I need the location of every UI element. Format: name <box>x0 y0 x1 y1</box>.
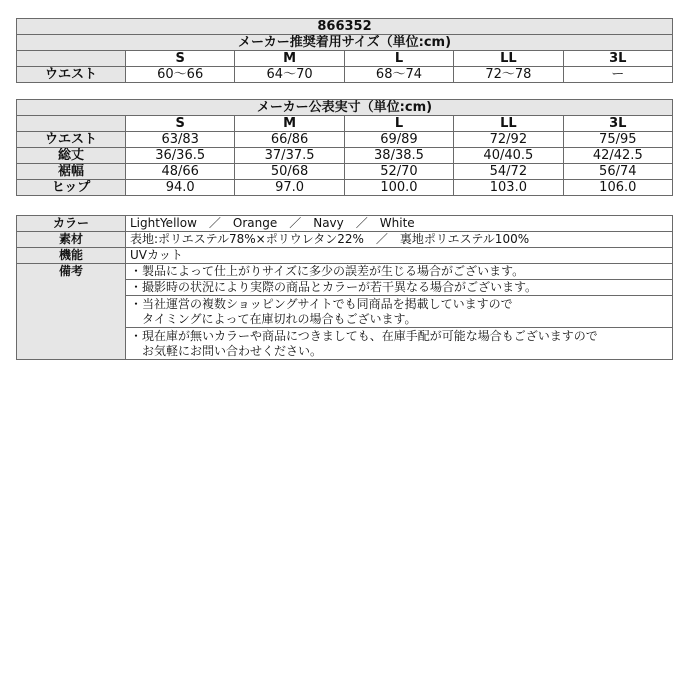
size-value: 56/74 <box>563 164 672 180</box>
product-info-table <box>16 215 673 360</box>
size-header: L <box>344 116 453 132</box>
recommended-title: メーカー推奨着用サイズ（単位:cm) <box>17 35 673 51</box>
note-line: ・撮影時の状況により実際の商品とカラーが若干異なる場合がございます。 <box>130 280 538 294</box>
size-value: 75/95 <box>563 132 672 148</box>
recommended-size-table <box>16 18 673 83</box>
size-header: LL <box>454 51 563 67</box>
table-row <box>17 232 673 248</box>
size-header: 3L <box>563 116 672 132</box>
size-value: 52/70 <box>344 164 453 180</box>
size-value: 36/36.5 <box>126 148 235 164</box>
note-line: ・製品によって仕上がりサイズに多少の誤差が生じる場合がございます。 <box>130 264 525 278</box>
size-header: LL <box>454 116 563 132</box>
corner-cell <box>17 51 126 67</box>
actual-title: メーカー公表実寸（単位:cm) <box>17 100 673 116</box>
size-value: 60〜66 <box>126 67 235 83</box>
size-value: 54/72 <box>454 164 563 180</box>
corner-cell <box>17 116 126 132</box>
actual-size-table <box>16 99 673 196</box>
note-line: お気軽にお問い合わせください。 <box>130 343 323 358</box>
note-item <box>126 280 673 296</box>
actual-size-header-row <box>17 116 673 132</box>
note-line: タイミングによって在庫切れの場合もございます。 <box>130 311 417 326</box>
table-row <box>17 216 673 232</box>
row-label: 総丈 <box>17 148 126 164</box>
note-item <box>126 328 673 360</box>
size-value: 38/38.5 <box>344 148 453 164</box>
table-row <box>17 148 673 164</box>
size-header: M <box>235 51 344 67</box>
size-header: S <box>126 116 235 132</box>
size-header: S <box>126 51 235 67</box>
size-value: 69/89 <box>344 132 453 148</box>
recommended-size-header-row <box>17 51 673 67</box>
size-header: M <box>235 116 344 132</box>
note-line: ・当社運営の複数ショッピングサイトでも同商品を掲載していますので <box>130 296 513 311</box>
table-row <box>17 264 673 280</box>
table-row <box>17 67 673 83</box>
note-item <box>126 296 673 328</box>
function-label: 機能 <box>17 248 126 264</box>
table-row <box>17 132 673 148</box>
table-row <box>17 164 673 180</box>
row-label: ウエスト <box>17 67 126 83</box>
size-value: 48/66 <box>126 164 235 180</box>
product-code: 866352 <box>17 19 673 35</box>
size-value: 100.0 <box>344 180 453 196</box>
size-value: 97.0 <box>235 180 344 196</box>
size-value: 106.0 <box>563 180 672 196</box>
size-value: 66/86 <box>235 132 344 148</box>
size-value: 63/83 <box>126 132 235 148</box>
material-label: 素材 <box>17 232 126 248</box>
row-label: ヒップ <box>17 180 126 196</box>
table-row <box>17 248 673 264</box>
size-header: L <box>344 51 453 67</box>
size-value: 40/40.5 <box>454 148 563 164</box>
size-value: 50/68 <box>235 164 344 180</box>
color-value: LightYellow ／ Orange ／ Navy ／ White <box>126 216 673 232</box>
size-value: 68〜74 <box>344 67 453 83</box>
size-header: 3L <box>563 51 672 67</box>
size-value: 42/42.5 <box>563 148 672 164</box>
color-label: カラー <box>17 216 126 232</box>
size-value: 72/92 <box>454 132 563 148</box>
note-line: ・現在庫が無いカラーや商品につきましても、在庫手配が可能な場合もございますので <box>130 328 598 343</box>
row-label: 裾幅 <box>17 164 126 180</box>
size-value: 72〜78 <box>454 67 563 83</box>
size-value: 64〜70 <box>235 67 344 83</box>
size-value: 37/37.5 <box>235 148 344 164</box>
table-row <box>17 180 673 196</box>
function-value: UVカット <box>126 248 673 264</box>
notes-label: 備考 <box>17 264 126 360</box>
row-label: ウエスト <box>17 132 126 148</box>
size-value: 103.0 <box>454 180 563 196</box>
size-value: ー <box>563 67 672 83</box>
material-value: 表地:ポリエステル78%×ポリウレタン22% ／ 裏地ポリエステル100% <box>126 232 673 248</box>
note-item <box>126 264 673 280</box>
size-value: 94.0 <box>126 180 235 196</box>
